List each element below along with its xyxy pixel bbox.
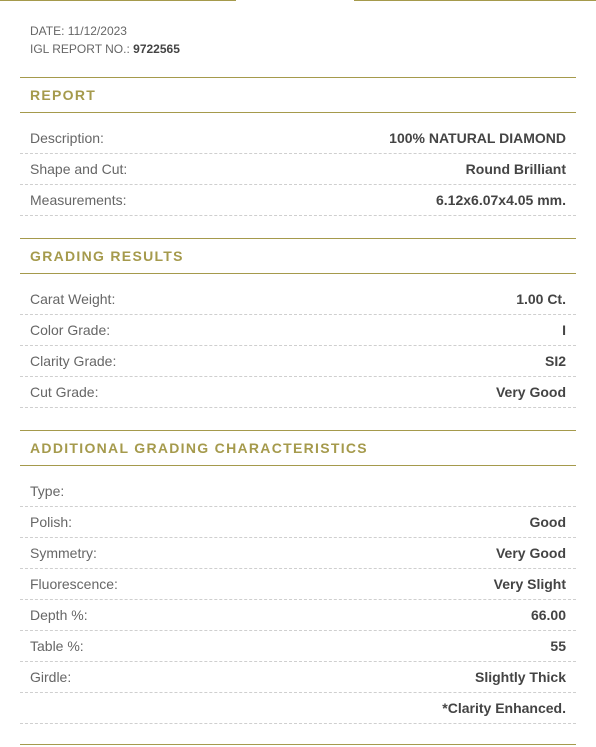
clarity-grade-label: Clarity Grade: <box>30 353 117 369</box>
top-rule-right <box>354 0 596 1</box>
cut-grade-value: Very Good <box>495 384 566 400</box>
report-meta <box>30 22 180 58</box>
polish-value: Good <box>529 514 566 530</box>
clarity-grade-value: SI2 <box>544 353 566 369</box>
description-value: 100% NATURAL DIAMOND <box>389 130 566 146</box>
table-percent-label: Table %: <box>30 638 84 654</box>
report-number-line <box>30 40 180 58</box>
report-number-value: 9722565 <box>133 42 180 56</box>
report-section-title: REPORT <box>20 77 576 113</box>
shape-cut-label: Shape and Cut: <box>30 161 128 177</box>
grading-rows <box>20 284 576 408</box>
report-section <box>20 77 576 216</box>
depth-value: 66.00 <box>530 607 566 623</box>
table-row <box>20 569 576 600</box>
report-rows <box>20 123 576 216</box>
table-row <box>20 662 576 693</box>
girdle-label: Girdle: <box>30 669 72 685</box>
color-grade-label: Color Grade: <box>30 322 111 338</box>
shape-cut-value: Round Brilliant <box>465 161 566 177</box>
type-label: Type: <box>30 483 65 499</box>
girdle-value: Slightly Thick <box>474 669 566 685</box>
additional-section-title: ADDITIONAL GRADING CHARACTERISTICS <box>20 430 576 466</box>
symmetry-label: Symmetry: <box>30 545 97 561</box>
top-rule-left <box>0 0 236 1</box>
table-row <box>20 123 576 154</box>
additional-rows <box>20 476 576 724</box>
table-row <box>20 377 576 408</box>
measurements-label: Measurements: <box>30 192 127 208</box>
carat-weight-label: Carat Weight: <box>30 291 116 307</box>
table-row <box>20 476 576 507</box>
date-line <box>30 22 180 40</box>
polish-label: Polish: <box>30 514 73 530</box>
table-row <box>20 600 576 631</box>
report-number-label: IGL REPORT NO.: <box>30 42 130 56</box>
date-label: DATE: <box>30 24 65 38</box>
fluorescence-label: Fluorescence: <box>30 576 118 592</box>
depth-label: Depth %: <box>30 607 88 623</box>
table-row <box>20 631 576 662</box>
additional-section <box>20 430 576 724</box>
symmetry-value: Very Good <box>495 545 566 561</box>
description-label: Description: <box>30 130 104 146</box>
grading-section-title: GRADING RESULTS <box>20 238 576 274</box>
table-row <box>20 693 576 724</box>
fluorescence-value: Very Slight <box>493 576 566 592</box>
table-row <box>20 346 576 377</box>
table-row <box>20 185 576 216</box>
date-value: 11/12/2023 <box>67 24 127 38</box>
table-row <box>20 154 576 185</box>
table-row <box>20 284 576 315</box>
table-row <box>20 507 576 538</box>
measurements-value: 6.12x6.07x4.05 mm. <box>436 192 566 208</box>
table-row <box>20 315 576 346</box>
cut-grade-label: Cut Grade: <box>30 384 99 400</box>
bottom-rule <box>20 744 576 745</box>
carat-weight-value: 1.00 Ct. <box>516 291 566 307</box>
color-grade-value: I <box>562 322 566 338</box>
table-percent-value: 55 <box>550 638 566 654</box>
clarity-enhanced-note: *Clarity Enhanced. <box>442 700 566 716</box>
grading-section <box>20 238 576 408</box>
table-row <box>20 538 576 569</box>
